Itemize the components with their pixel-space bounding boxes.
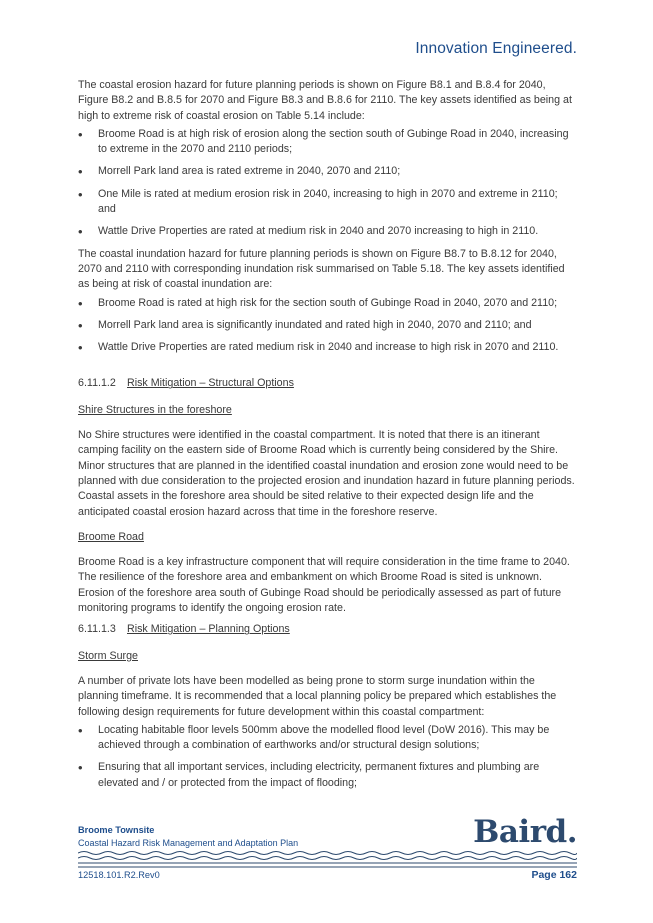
footer-document-title: Coastal Hazard Risk Management and Adaptation Plan (78, 838, 299, 848)
wave-divider-icon (78, 848, 577, 870)
subheading-shire-structures: Shire Structures in the foreshore (78, 403, 232, 416)
paragraph-shire-structures: No Shire structures were identified in the coastal compartment. It is noted that there is an itinerant camping facility on the eastern side of Broome Road which is currently being considered by the Shire. Minor structures that are planned in the identified coastal inundation and erosion zone would need to be planned with due consideration to the projected erosion and inundation hazard in future planning periods. Coastal assets in the foreshore area should be sited relative to their expected design life and the anticipated coastal erosion hazard across that time in the foreshore reserve. (78, 429, 575, 518)
document-body (78, 78, 578, 798)
footer-project-title: Broome Townsite (78, 825, 155, 835)
paragraph-erosion-hazard: The coastal erosion hazard for future planning periods is shown on Figure B8.1 and B.8.4 for 2040, Figure B8.2 and B.8.5 for 2070 and Figure B8.3 and B.8.6 for 2110. The key assets identified as being at high to extreme risk of coastal erosion on Table 5.14 include: (78, 79, 572, 122)
section-title: Risk Mitigation – Structural Options (127, 377, 294, 390)
document-reference: 12518.101.R2.Rev0 (78, 870, 160, 880)
paragraph-storm-surge: A number of private lots have been modelled as being prone to storm surge inundation within the planning timeframe. It is recommended that a local planning policy be prepared which establishes the following design requirements for future development within this coastal compartment: (78, 674, 557, 718)
list-item: • Morrell Park land area is significantly inundated and rated high in 2040, 2070 and 2110; and (78, 318, 578, 333)
erosion-assets-list (78, 127, 578, 240)
page-number: Page 162 (531, 869, 577, 881)
list-item: • Locating habitable floor levels 500mm above the modelled flood level (DoW 2016). This may be achieved through a combination of earthworks and/or structural design solutions; (78, 723, 578, 754)
header-tagline: Innovation Engineered. (415, 40, 577, 57)
paragraph-broome-road: Broome Road is a key infrastructure component that will require consideration in the time frame to 2040. The resilience of the foreshore area and embankment on which Broome Road is sited is unknown. Erosion of the foreshore area south of Gubinge Road should be periodically assessed as part of future monitoring programs to identify the ongoing erosion rate. (78, 556, 570, 615)
baird-logo: Baird. (473, 814, 577, 850)
section-heading-planning (78, 622, 578, 637)
paragraph-inundation-hazard: The coastal inundation hazard for future planning periods is shown on Figure B8.7 to B.8.12 for 2040, 2070 and 2110 with corresponding inundation risk summarised on Table 5.18. The key assets identified as being at risk of coastal inundation are: (78, 247, 565, 291)
list-item: • Wattle Drive Properties are rated medium risk in 2040 and increase to high risk in 2070 and 2110. (78, 340, 578, 355)
subheading-broome-road: Broome Road (78, 530, 144, 543)
section-heading-structural (78, 376, 578, 391)
subheading-storm-surge: Storm Surge (78, 649, 138, 662)
list-item: • Broome Road is at high risk of erosion along the section south of Gubinge Road in 2040, increasing to extreme in the 2070 and 2110 periods; (78, 127, 578, 158)
inundation-assets-list (78, 296, 578, 356)
list-item: • Ensuring that all important services, including electricity, permanent fixtures and plumbing are elevated and / or protected from the impact of flooding; (78, 760, 578, 791)
list-item: • One Mile is rated at medium erosion risk in 2040, increasing to high in 2070 and extreme in 2110; and (78, 187, 578, 218)
list-item: • Wattle Drive Properties are rated at medium risk in 2040 and 2070 increasing to high in 2110. (78, 224, 578, 239)
design-requirements-list (78, 723, 578, 791)
list-item: • Broome Road is rated at high risk for the section south of Gubinge Road in 2040, 2070 and 2110; (78, 296, 578, 311)
section-title: Risk Mitigation – Planning Options (127, 623, 290, 636)
section-number: 6.11.1.3 (78, 623, 116, 636)
list-item: • Morrell Park land area is rated extreme in 2040, 2070 and 2110; (78, 164, 578, 179)
section-number: 6.11.1.2 (78, 377, 116, 390)
